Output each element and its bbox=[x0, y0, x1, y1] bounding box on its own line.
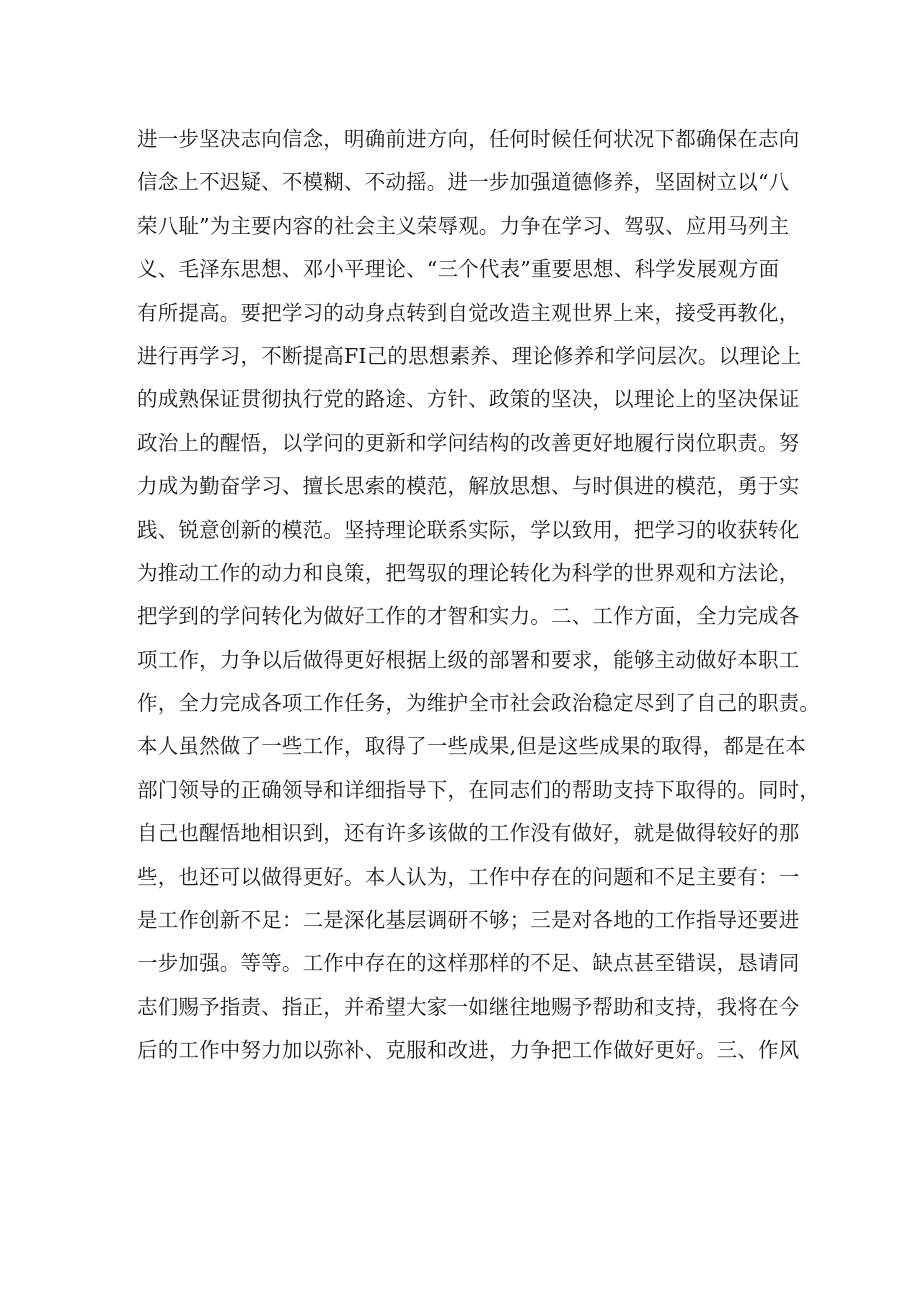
text-line: 进行再学习，不断提高FI己的思想素养、理论修养和学问层次。以理论上 bbox=[137, 343, 802, 368]
text-line: 践、锐意创新的模范。坚持理论联系实际，学以致用，把学习的收获转化 bbox=[137, 517, 800, 542]
text-line: 一步加强。等等。工作中存在的这样那样的不足、缺点甚至错误，恳请同 bbox=[137, 951, 800, 976]
text-line: 进一步坚决志向信念，明确前进方向，任何时候任何状况下都确保在志向 bbox=[137, 127, 800, 151]
text-line: 是工作创新不足：二是深化基层调研不够；三是对各地的工作指导还要进 bbox=[137, 908, 800, 933]
text-line: 志们赐予指责、指正，并希望大家一如继往地赐予帮助和支持，我将在今 bbox=[137, 994, 800, 1019]
text-line: 作，全力完成各项工作任务，为维护全市社会政治稳定尽到了自己的职责。 bbox=[137, 691, 821, 716]
text-line: 信念上不迟疑、不模糊、不动摇。进一步加强道德修养，坚固树立以“八 bbox=[137, 170, 790, 195]
body-text bbox=[137, 118, 821, 1073]
text-line: 义、毛泽东思想、邓小平理论、“三个代表”重要思想、科学发展观方面 bbox=[137, 257, 780, 282]
text-line: 的成熟保证贯彻执行党的路途、方针、政策的坚决，以理论上的坚决保证 bbox=[137, 387, 800, 412]
text-line: 后的工作中努力加以弥补、克服和改进，力争把工作做好更好。三、作风 bbox=[137, 1038, 800, 1063]
text-line: 把学到的学问转化为做好工作的才智和实力。二、工作方面，全力完成各 bbox=[137, 604, 800, 629]
text-line: 为推动工作的动力和良策，把驾驭的理论转化为科学的世界观和方法论， bbox=[137, 560, 800, 585]
text-line: 部门领导的正确领导和详细指导下，在同志们的帮助支持下取得的。同时， bbox=[137, 777, 821, 802]
text-line: 力成为勤奋学习、擅长思索的模范，解放思想、与时俱进的模范，勇于实 bbox=[137, 474, 800, 499]
text-line: 些，也还可以做得更好。本人认为，工作中存在的问题和不足主要有：一 bbox=[137, 864, 800, 889]
text-line: 荣八耻”为主要内容的社会主义荣辱观。力争在学习、驾驭、应用马列主 bbox=[137, 213, 790, 238]
text-line: 本人虽然做了一些工作，取得了一些成果,但是这些成果的取得，都是在本 bbox=[137, 734, 807, 759]
text-line: 政治上的醒悟，以学问的更新和学问结构的改善更好地履行岗位职责。努 bbox=[137, 430, 800, 455]
text-line: 有所提高。要把学习的动身点转到自觉改造主观世界上来，接受再教化， bbox=[137, 300, 800, 325]
text-line: 项工作，力争以后做得更好根据上级的部署和要求，能够主动做好本职工 bbox=[137, 647, 800, 672]
text-line: 自己也醒悟地相识到，还有许多该做的工作没有做好，就是做得较好的那 bbox=[137, 821, 800, 846]
